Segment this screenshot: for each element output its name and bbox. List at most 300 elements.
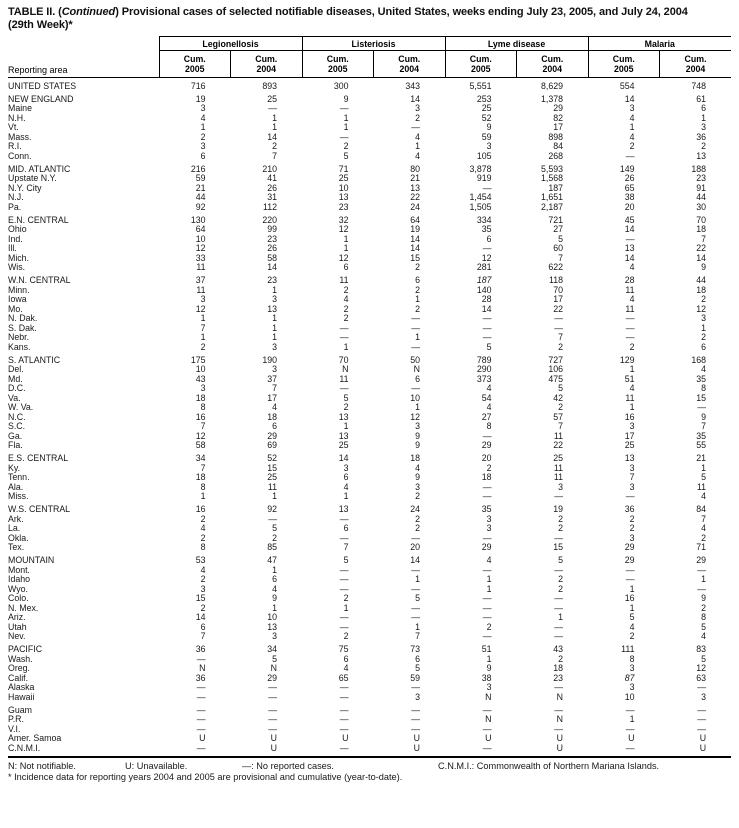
value-cell: 343: [405, 80, 421, 91]
cum-year-header: Cum. 2005: [159, 51, 231, 78]
value-cell: 2: [558, 513, 564, 524]
value-cell: 18: [195, 472, 206, 482]
value-cell: 2: [415, 523, 421, 533]
value-cell: 1,454: [469, 192, 492, 202]
table-row: [8, 744, 731, 754]
value-cell: 13: [696, 150, 707, 161]
value-cell: —: [697, 714, 707, 724]
value-cell: —: [268, 103, 277, 113]
row-label: Ala.: [8, 481, 24, 492]
table-row: [8, 655, 731, 665]
value-cell: 1: [272, 322, 277, 333]
value-cell: 13: [338, 192, 349, 202]
value-cell: 11: [196, 262, 206, 272]
table-row: [8, 365, 731, 375]
value-cell: 11: [696, 481, 707, 492]
table-row: [8, 734, 731, 744]
value-cell: N: [270, 663, 277, 673]
value-cell: 22: [553, 303, 564, 314]
value-cell: 70: [696, 214, 707, 225]
value-cell: 334: [476, 214, 492, 225]
row-label: R.I.: [8, 141, 22, 151]
row-label: MOUNTAIN: [8, 555, 55, 565]
value-cell: 18: [267, 411, 277, 422]
row-label: Minn.: [8, 284, 30, 295]
value-cell: 1: [200, 491, 206, 501]
value-cell: 28: [481, 294, 492, 304]
value-cell: 73: [410, 644, 421, 654]
value-cell: 24: [410, 201, 421, 212]
table-row: [8, 441, 731, 451]
table-row: [8, 104, 731, 114]
value-cell: 5: [558, 383, 564, 393]
row-label: Wyo.: [8, 583, 28, 594]
value-cell: 268: [548, 150, 564, 161]
value-cell: 29: [696, 555, 707, 565]
table-row: [8, 553, 731, 566]
cum-year-header: Cum. 2005: [445, 51, 517, 78]
value-cell: —: [339, 691, 349, 702]
table-row: [8, 324, 731, 334]
row-label: Ga.: [8, 430, 23, 441]
table-section: [8, 502, 731, 553]
row-label: Va.: [8, 392, 21, 403]
value-cell: 188: [691, 163, 707, 174]
value-cell: —: [268, 704, 277, 715]
table-row: [8, 123, 731, 133]
value-cell: 1: [629, 583, 635, 594]
value-cell: 9: [701, 411, 707, 422]
value-cell: 6: [343, 472, 349, 482]
value-cell: 4: [486, 402, 492, 412]
value-cell: 6: [343, 523, 349, 533]
value-cell: —: [482, 612, 492, 622]
value-cell: —: [411, 612, 421, 622]
value-cell: —: [554, 313, 564, 323]
value-cell: 3: [629, 462, 635, 473]
table-section: [8, 702, 731, 753]
value-cell: 2: [558, 341, 564, 352]
row-label: Hawaii: [8, 691, 35, 702]
value-cell: 1: [343, 491, 349, 501]
value-cell: 18: [553, 663, 564, 673]
value-cell: 13: [338, 430, 349, 441]
value-cell: N: [199, 663, 206, 673]
value-cell: 10: [195, 364, 206, 374]
value-cell: 3: [629, 421, 635, 431]
table-row: [8, 203, 731, 213]
value-cell: 149: [619, 163, 635, 174]
row-label: Calif.: [8, 672, 29, 683]
row-label: Colo.: [8, 593, 29, 603]
value-cell: —: [482, 430, 492, 441]
value-cell: 9: [701, 593, 707, 603]
value-cell: —: [411, 341, 421, 352]
value-cell: 4: [272, 583, 277, 594]
value-cell: 25: [553, 453, 564, 463]
table-row: [8, 575, 731, 585]
value-cell: —: [411, 322, 421, 333]
value-cell: —: [554, 682, 564, 692]
value-cell: 2: [343, 284, 349, 295]
value-cell: —: [554, 723, 564, 734]
value-cell: 23: [267, 233, 277, 244]
value-cell: 2: [343, 631, 349, 641]
value-cell: 14: [195, 612, 206, 622]
row-label: Ky.: [8, 462, 21, 473]
value-cell: 6: [272, 574, 277, 584]
footnote-asterisk: * Incidence data for reporting years 2004 and 2005 are provisional and cumulative (year-to-date).: [8, 772, 403, 782]
table-row: [8, 142, 731, 152]
value-cell: —: [482, 742, 492, 753]
row-label: Ohio: [8, 224, 27, 234]
value-cell: 4: [629, 131, 635, 142]
value-cell: 14: [410, 93, 421, 104]
value-cell: —: [554, 491, 564, 501]
value-cell: 11: [553, 462, 564, 473]
value-cell: 19: [410, 224, 421, 234]
bottom-rule: [8, 756, 731, 758]
value-cell: —: [554, 631, 564, 641]
value-cell: 12: [338, 252, 349, 263]
value-cell: 12: [696, 663, 707, 673]
value-cell: 12: [696, 303, 707, 314]
value-cell: 33: [195, 252, 206, 263]
diseases-table: [8, 36, 731, 753]
table-row: [8, 594, 731, 604]
value-cell: 14: [624, 224, 635, 234]
value-cell: 11: [625, 392, 635, 403]
row-label: La.: [8, 523, 21, 533]
row-label: Nev.: [8, 631, 26, 641]
table-row: [8, 193, 731, 203]
value-cell: —: [482, 491, 492, 501]
value-cell: 7: [200, 462, 206, 473]
value-cell: 9: [486, 663, 492, 673]
row-label: Upstate N.Y.: [8, 173, 57, 183]
value-cell: 3: [629, 103, 635, 113]
value-cell: 7: [701, 233, 707, 244]
value-cell: 1: [200, 332, 206, 342]
value-cell: 1: [629, 714, 635, 724]
value-cell: 8: [701, 612, 707, 622]
value-cell: 20: [410, 542, 421, 552]
table-row: [8, 403, 731, 413]
value-cell: 893: [262, 80, 277, 91]
value-cell: 300: [333, 80, 349, 91]
value-cell: 3: [701, 122, 707, 132]
reporting-area-header: Reporting area: [8, 37, 159, 78]
value-cell: 1: [343, 233, 349, 244]
value-cell: 15: [696, 392, 707, 403]
footnote-not-notifiable: N: Not notifiable.: [8, 761, 76, 771]
value-cell: 36: [624, 504, 635, 514]
value-cell: 210: [262, 163, 277, 174]
value-cell: 2: [558, 402, 564, 412]
table-row: [8, 184, 731, 194]
value-cell: —: [196, 691, 206, 702]
value-cell: 2: [629, 141, 635, 151]
value-cell: 1: [629, 402, 635, 412]
table-row: [8, 91, 731, 104]
table-row: [8, 152, 731, 162]
value-cell: 59: [195, 173, 206, 183]
value-cell: U: [413, 733, 421, 743]
value-cell: 1: [415, 332, 421, 342]
value-cell: —: [339, 532, 349, 543]
value-cell: 112: [262, 201, 277, 212]
value-cell: 92: [195, 201, 206, 212]
value-cell: 18: [481, 472, 492, 482]
value-cell: 290: [476, 364, 492, 374]
value-cell: 52: [481, 112, 492, 123]
table-section: [8, 161, 731, 212]
title-week-line: (29th Week)*: [8, 19, 73, 31]
value-cell: 14: [624, 93, 635, 104]
table-section: [8, 212, 731, 273]
value-cell: 7: [200, 631, 206, 641]
value-cell: 4: [200, 523, 206, 533]
value-cell: —: [625, 150, 635, 161]
value-cell: 84: [553, 141, 564, 151]
value-cell: 6: [415, 653, 421, 664]
value-cell: 19: [195, 93, 206, 104]
value-cell: —: [697, 583, 707, 594]
value-cell: 59: [410, 672, 421, 683]
value-cell: 65: [338, 672, 349, 683]
table-row: [8, 432, 731, 442]
value-cell: —: [196, 653, 206, 664]
value-cell: 2: [701, 332, 707, 342]
value-cell: 4: [415, 150, 421, 161]
value-cell: 42: [553, 392, 564, 403]
value-cell: 20: [481, 453, 492, 463]
value-cell: —: [196, 742, 206, 753]
row-label: Mo.: [8, 303, 23, 314]
value-cell: 16: [195, 504, 206, 514]
value-cell: 91: [696, 182, 707, 193]
value-cell: 9: [343, 93, 349, 104]
value-cell: 5: [343, 555, 349, 565]
row-label: Wis.: [8, 262, 26, 272]
value-cell: 2: [272, 532, 277, 543]
value-cell: —: [625, 704, 635, 715]
value-cell: 13: [338, 504, 349, 514]
value-cell: 2: [343, 593, 349, 603]
disease-group-header: Listeriosis: [302, 37, 445, 51]
value-cell: —: [339, 131, 349, 142]
table-row: [8, 613, 731, 623]
table-row: [8, 664, 731, 674]
table-row: [8, 725, 731, 735]
value-cell: —: [268, 691, 277, 702]
row-label: Amer. Samoa: [8, 733, 62, 743]
value-cell: 10: [338, 182, 349, 193]
row-label: Oreg.: [8, 663, 31, 673]
value-cell: —: [339, 682, 349, 692]
value-cell: 4: [701, 364, 707, 374]
value-cell: —: [339, 714, 349, 724]
value-cell: —: [554, 621, 564, 632]
value-cell: 2: [272, 141, 277, 151]
value-cell: 4: [629, 294, 635, 304]
value-cell: 43: [553, 644, 564, 654]
row-label: S.C.: [8, 421, 26, 431]
value-cell: 3: [415, 691, 421, 702]
value-cell: 2: [415, 262, 421, 272]
value-cell: 75: [338, 644, 349, 654]
value-cell: 71: [696, 542, 707, 552]
value-cell: 12: [195, 303, 206, 314]
value-cell: 1,568: [541, 173, 564, 183]
value-cell: 15: [195, 593, 206, 603]
value-cell: 1,378: [541, 93, 564, 104]
value-cell: —: [697, 723, 707, 734]
value-cell: —: [625, 332, 635, 342]
value-cell: 21: [195, 182, 206, 193]
value-cell: 7: [701, 513, 707, 524]
value-cell: —: [482, 322, 492, 333]
value-cell: N: [413, 364, 421, 374]
value-cell: 3: [629, 481, 635, 492]
table-row: [8, 384, 731, 394]
value-cell: N: [485, 691, 492, 702]
value-cell: U: [413, 742, 421, 753]
value-cell: —: [268, 714, 277, 724]
value-cell: 11: [553, 472, 564, 482]
value-cell: U: [628, 733, 635, 743]
value-cell: 55: [696, 440, 707, 450]
value-cell: 2,187: [541, 201, 564, 212]
table-row: [8, 286, 731, 296]
value-cell: 25: [267, 472, 277, 482]
value-cell: 14: [624, 252, 635, 263]
value-cell: 7: [200, 421, 206, 431]
value-cell: 2: [558, 653, 564, 664]
table-section: [8, 553, 731, 642]
value-cell: 3: [486, 682, 492, 692]
value-cell: —: [339, 742, 349, 753]
row-label: Tenn.: [8, 472, 30, 482]
table-row: [8, 273, 731, 286]
row-label: Ill.: [8, 243, 17, 253]
value-cell: 24: [410, 504, 421, 514]
value-cell: —: [554, 322, 564, 333]
value-cell: 6: [415, 373, 421, 384]
value-cell: 23: [267, 275, 277, 285]
table-row: [8, 642, 731, 655]
value-cell: —: [411, 682, 421, 692]
value-cell: 1,651: [541, 192, 564, 202]
value-cell: 4: [629, 383, 635, 393]
value-cell: 2: [200, 602, 206, 613]
value-cell: 10: [410, 392, 421, 403]
value-cell: 19: [553, 504, 564, 514]
value-cell: —: [625, 313, 635, 323]
value-cell: 2: [629, 631, 635, 641]
value-cell: 1: [701, 462, 707, 473]
value-cell: 25: [338, 173, 349, 183]
disease-group-header: Malaria: [588, 37, 731, 51]
value-cell: 8: [629, 653, 635, 664]
row-label: Utah: [8, 621, 27, 632]
value-cell: —: [554, 704, 564, 715]
value-cell: 37: [267, 373, 277, 384]
value-cell: —: [625, 564, 635, 575]
value-cell: 5,551: [469, 80, 492, 91]
value-cell: 29: [553, 103, 564, 113]
value-cell: 3: [200, 383, 206, 393]
value-cell: 6: [415, 275, 421, 285]
table-row: [8, 464, 731, 474]
value-cell: 61: [696, 93, 707, 104]
value-cell: 71: [338, 163, 349, 174]
value-cell: 17: [267, 392, 277, 403]
value-cell: 4: [343, 481, 349, 492]
table-section: [8, 451, 731, 502]
value-cell: N: [342, 364, 349, 374]
value-cell: 1: [272, 284, 277, 295]
value-cell: 2: [629, 523, 635, 533]
value-cell: 5: [415, 593, 421, 603]
value-cell: 1: [272, 564, 277, 575]
value-cell: 16: [195, 411, 206, 422]
value-cell: 1: [629, 602, 635, 613]
value-cell: 1: [343, 602, 349, 613]
value-cell: 2: [558, 523, 564, 533]
value-cell: —: [482, 593, 492, 603]
value-cell: 2: [200, 574, 206, 584]
value-cell: 64: [195, 224, 206, 234]
value-cell: 716: [190, 80, 206, 91]
row-label: W.N. CENTRAL: [8, 275, 71, 285]
value-cell: —: [339, 723, 349, 734]
table-row: [8, 174, 731, 184]
value-cell: 3: [486, 141, 492, 151]
table-row: [8, 683, 731, 693]
value-cell: 87: [624, 672, 635, 683]
value-cell: —: [554, 593, 564, 603]
value-cell: 14: [410, 555, 421, 565]
row-label: PACIFIC: [8, 644, 43, 654]
value-cell: 898: [548, 131, 564, 142]
table-row: [8, 524, 731, 534]
value-cell: —: [482, 704, 492, 715]
value-cell: 9: [415, 472, 421, 482]
value-cell: 10: [624, 691, 635, 702]
table-row: [8, 333, 731, 343]
value-cell: —: [697, 682, 707, 692]
value-cell: 7: [558, 421, 564, 431]
value-cell: N: [485, 714, 492, 724]
value-cell: 34: [195, 453, 206, 463]
value-cell: 6: [486, 233, 492, 244]
value-cell: 51: [481, 644, 492, 654]
value-cell: —: [339, 332, 349, 342]
value-cell: 17: [624, 430, 635, 441]
row-label: Guam: [8, 704, 32, 715]
value-cell: 22: [553, 440, 564, 450]
value-cell: 6: [200, 150, 206, 161]
value-cell: 50: [410, 354, 421, 365]
table-row: [8, 133, 731, 143]
disease-group-header: Lyme disease: [445, 37, 588, 51]
value-cell: 13: [267, 621, 277, 632]
value-cell: —: [196, 723, 206, 734]
value-cell: —: [554, 532, 564, 543]
value-cell: 1: [486, 653, 492, 664]
value-cell: —: [196, 714, 206, 724]
